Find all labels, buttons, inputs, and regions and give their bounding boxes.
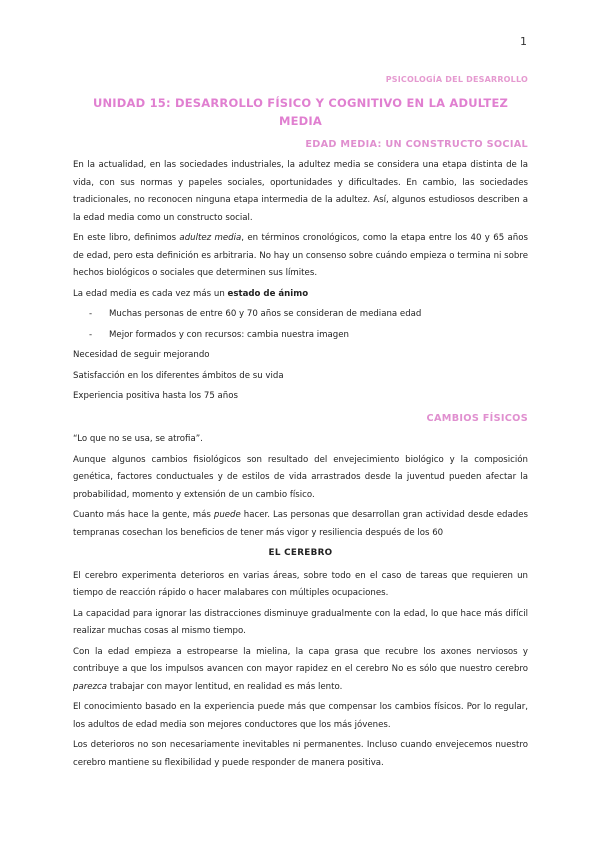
text-run: Con la edad empieza a estropearse la mielina, la capa grasa que recubre los axones nerviosos y contribuye a que los impulsos avancen con mayor rapidez en el cerebro No es sólo que nuestro cerebro — [73, 646, 528, 674]
text-run: hacer. Las personas que desarrollan gran actividad desde edades tempranas cosechan los beneficios de tener más vigor y resiliencia después de los 60 — [73, 510, 528, 538]
text-run: trabajar con mayor lentitud, en realidad es más lento. — [107, 681, 343, 692]
section-heading-edad-media: EDAD MEDIA: UN CONSTRUCTO SOCIAL — [305, 138, 528, 150]
paragraph: En la actualidad, en las sociedades industriales, la adultez media se considera una etapa distinta de la vida, con sus normas y papeles sociales, oportunidades y dificultades. En cambio, las sociedades tradicionales, no reconocen ninguna etapa intermedia de la adultez. Así, algunos estudiosos describen a la edad media como un constructo social. — [73, 160, 528, 223]
page-number: 1 — [520, 35, 527, 48]
paragraph: La capacidad para ignorar las distracciones disminuye gradualmente con la edad, lo que hace más difícil realizar muchas cosas al mismo tiempo. — [73, 608, 528, 636]
bullet-list — [73, 306, 528, 344]
bold-text: estado de ánimo — [227, 288, 309, 299]
quote: “Lo que no se usa, se atrofia”. — [73, 434, 203, 444]
emphasis-text: adultez media — [179, 233, 242, 243]
text-run: La edad media es cada vez más un — [73, 288, 228, 299]
paragraph: Experiencia positiva hasta los 75 años — [73, 391, 238, 401]
paragraph: Satisfacción en los diferentes ámbitos de su vida — [73, 370, 284, 381]
emphasis-text: puede — [213, 510, 241, 520]
document-body — [73, 71, 528, 775]
section-heading-cambios-fisicos: CAMBIOS FÍSICOS — [426, 412, 528, 424]
unit-title: UNIDAD 15: DESARROLLO FÍSICO Y COGNITIVO EN LA ADULTEZ MEDIA — [92, 95, 509, 128]
paragraph: Los deterioros no son necesariamente inevitables ni permanentes. Incluso cuando envejecemos nuestro cerebro mantiene su flexibilidad y puede responder de manera positiva. — [73, 740, 528, 768]
text-run: En este libro, definimos — [73, 233, 180, 243]
subject-header: PSICOLOGÍA DEL DESARROLLO — [385, 75, 528, 84]
list-item: - Muchas personas de entre 60 y 70 años se consideran de mediana edad — [73, 306, 528, 324]
paragraph — [73, 286, 528, 304]
list-item: - Mejor formados y con recursos: cambia nuestra imagen — [73, 327, 528, 345]
paragraph: Aunque algunos cambios fisiológicos son resultado del envejecimiento biológico y la composición genética, factores conductuales y de estilos de vida arrastrados desde la juventud pueden afectar la probabilidad, momento y extensión de un cambio físico. — [73, 454, 528, 500]
text-run: , en términos cronológicos, como la etapa entre los 40 y 65 años de edad, pero esta definición es arbitraria. No hay un consenso sobre cuándo empieza o termina ni sobre hechos biológicos o sociales que determinen sus límites. — [73, 233, 528, 278]
paragraph — [73, 230, 528, 283]
paragraph — [73, 644, 528, 697]
paragraph: El conocimiento basado en la experiencia puede más que compensar los cambios físicos. Por lo regular, los adultos de edad media son mejores conductores que los más jóvenes. — [73, 702, 528, 730]
paragraph: Necesidad de seguir mejorando — [73, 350, 210, 360]
emphasis-text: parezca — [73, 681, 108, 692]
section-heading-el-cerebro: EL CEREBRO — [268, 548, 333, 558]
text-run: Cuanto más hace la gente, más — [73, 510, 214, 520]
paragraph — [73, 507, 528, 542]
paragraph: El cerebro experimenta deterioros en varias áreas, sobre todo en el caso de tareas que requieren un tiempo de reacción rápido o hacer malabares con múltiples ocupaciones. — [73, 570, 528, 598]
